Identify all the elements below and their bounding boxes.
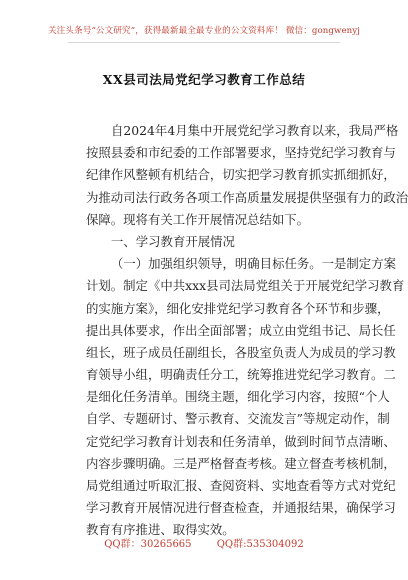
- body-line: 纪律作风整顿有机结合，切实把学习教育抓实抓细抓好，: [86, 167, 396, 183]
- body-line: 自2024年4月集中开展党纪学习教育以来，我局严格: [111, 123, 399, 138]
- body-line: 的实施方案》，细化安排党纪学习教育各个环节和步骤，: [86, 300, 390, 316]
- header-promo-note: 关注头条号“公文研究”，获得最新最全最专业的公文资料库！ 微信：gongwenyj: [47, 26, 361, 36]
- body-line: 自学、专题研讨、警示教育、交流发言”等规定动作，制: [86, 411, 390, 427]
- body-line: 组长，班子成员任副组长，各股室负责人为成员的学习教: [86, 344, 396, 360]
- body-line: 育领导小组，明确责任分工，统筹推进党纪学习教育。二: [86, 367, 396, 383]
- body-line: 计划。制定《中共xxx县司法局党组关于开展党纪学习教育: [86, 278, 405, 294]
- footer-qq-group-1: QQ群：30265665: [104, 539, 192, 550]
- body-line: 局党组通过听取汇报、查阅资料、实地查看等方式对党纪: [86, 478, 396, 493]
- document-title: XX县司法局党纪学习教育工作总结: [102, 72, 306, 87]
- body-line: 按照县委和市纪委的工作部署要求，坚持党纪学习教育与: [86, 145, 396, 161]
- body-line: （一）加强组织领导，明确目标任务。一是制定方案: [111, 256, 396, 272]
- body-line: 教育有序推进、取得实效。: [86, 522, 235, 538]
- body-line: 是细化任务清单。围绕主题，细化学习内容，按照“个人: [86, 389, 390, 405]
- document-body: [86, 120, 408, 542]
- section-heading: 一、学习教育开展情况: [111, 233, 235, 249]
- body-line: 定党纪学习教育计划表和任务清单，做到时间节点清晰、: [86, 433, 396, 449]
- body-line: 保障。现将有关工作开展情况总结如下。: [86, 211, 310, 227]
- body-line: 学习教育开展情况进行督查检查，并通报结果，确保学习: [86, 500, 396, 516]
- header-divider: [68, 42, 340, 43]
- body-line: 内容步骤明确。三是严格督查考核。建立督查考核机制，: [86, 455, 396, 471]
- body-line: 为推动司法行政务各项工作高质量发展提供坚强有力的政治: [86, 189, 408, 205]
- body-line: 提出具体要求，作出全面部署；成立由党组书记、局长任: [86, 322, 396, 338]
- footer-qq-groups: [0, 535, 408, 550]
- footer-qq-group-2: QQ群:535304092: [216, 539, 304, 550]
